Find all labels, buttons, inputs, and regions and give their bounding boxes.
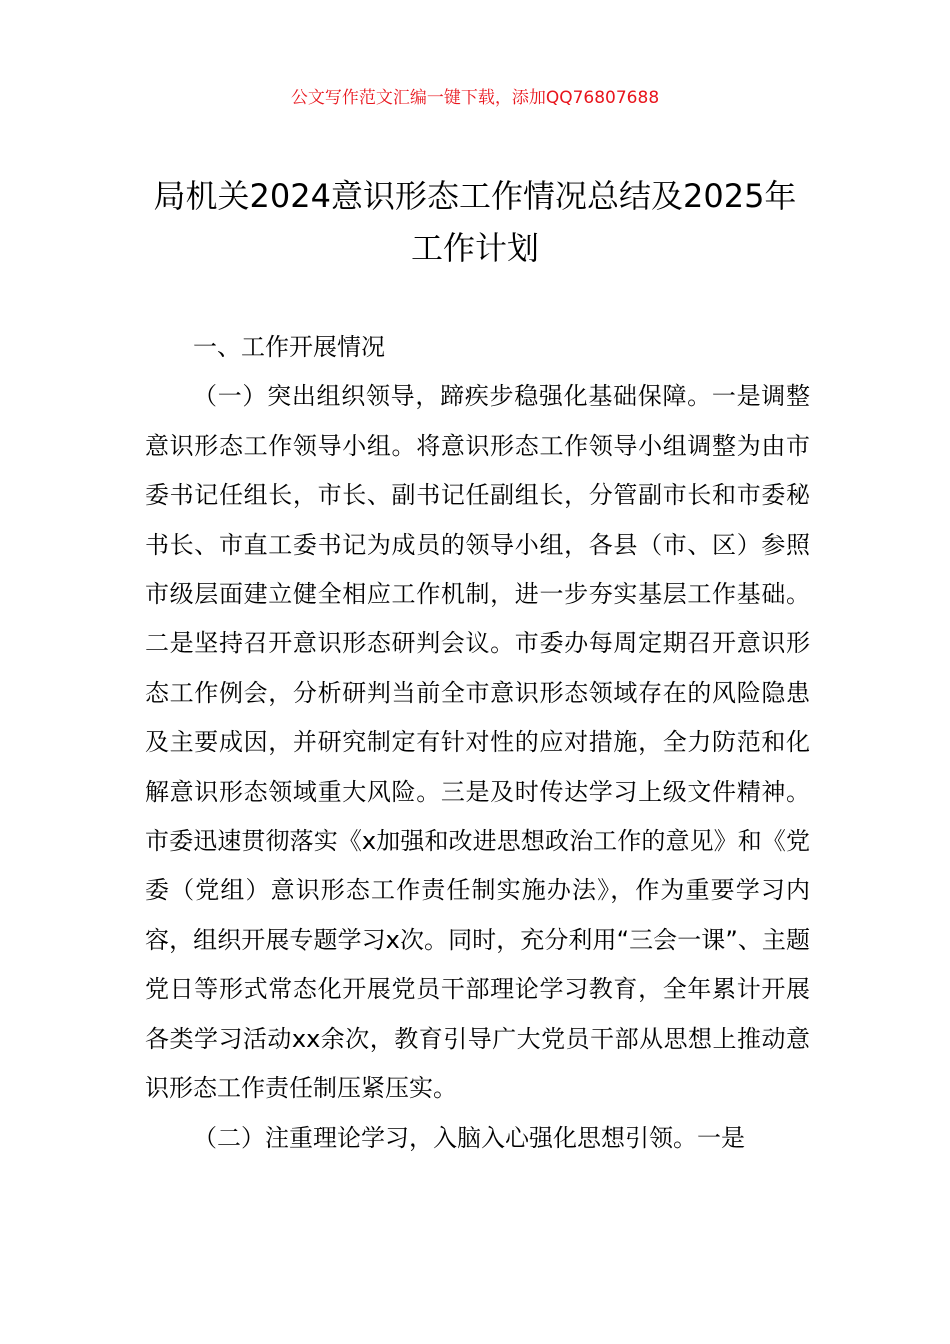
document-title: 局机关2024意识形态工作情况总结及2025年工作计划 xyxy=(153,177,797,267)
body-paragraph: （一）突出组织领导，蹄疾步稳强化基础保障。一是调整意识形态工作领导小组。将意识形态工作领导小组调整为由市委书记任组长，市长、副书记任副组长，分管副市长和市委秘书长、市直工委书记为成员的领导小组，各县（市、区）参照市级层面建立健全相应工作机制，进一步夯实基层工作基础。二是坚持召开意识形态研判会议。市委办每周定期召开意识形态工作例会，分析研判当前全市意识形态领域存在的风险隐患及主要成因，并研究制定有针对性的应对措施，全力防范和化解意识形态领域重大风险。三是及时传达学习上级文件精神。市委迅速贯彻落实《x加强和改进思想政治工作的意见》和《党委（党组）意识形态工作责任制实施办法》，作为重要学习内容，组织开展专题学习x次。同时，充分利用“三会一课”、主题党日等形式常态化开展党员干部理论学习教育，全年累计开展各类学习活动xx余次，教育引导广大党员干部从思想上推动意识形态工作责任制压紧压实。 xyxy=(145,382,810,1103)
document-body xyxy=(145,323,810,1163)
section-heading: 一、工作开展情况 xyxy=(193,333,385,361)
body-paragraph: （二）注重理论学习，入脑入心强化思想引领。一是 xyxy=(193,1123,745,1152)
download-banner: 公文写作范文汇编一键下载，添加QQ76807688 xyxy=(290,88,660,108)
